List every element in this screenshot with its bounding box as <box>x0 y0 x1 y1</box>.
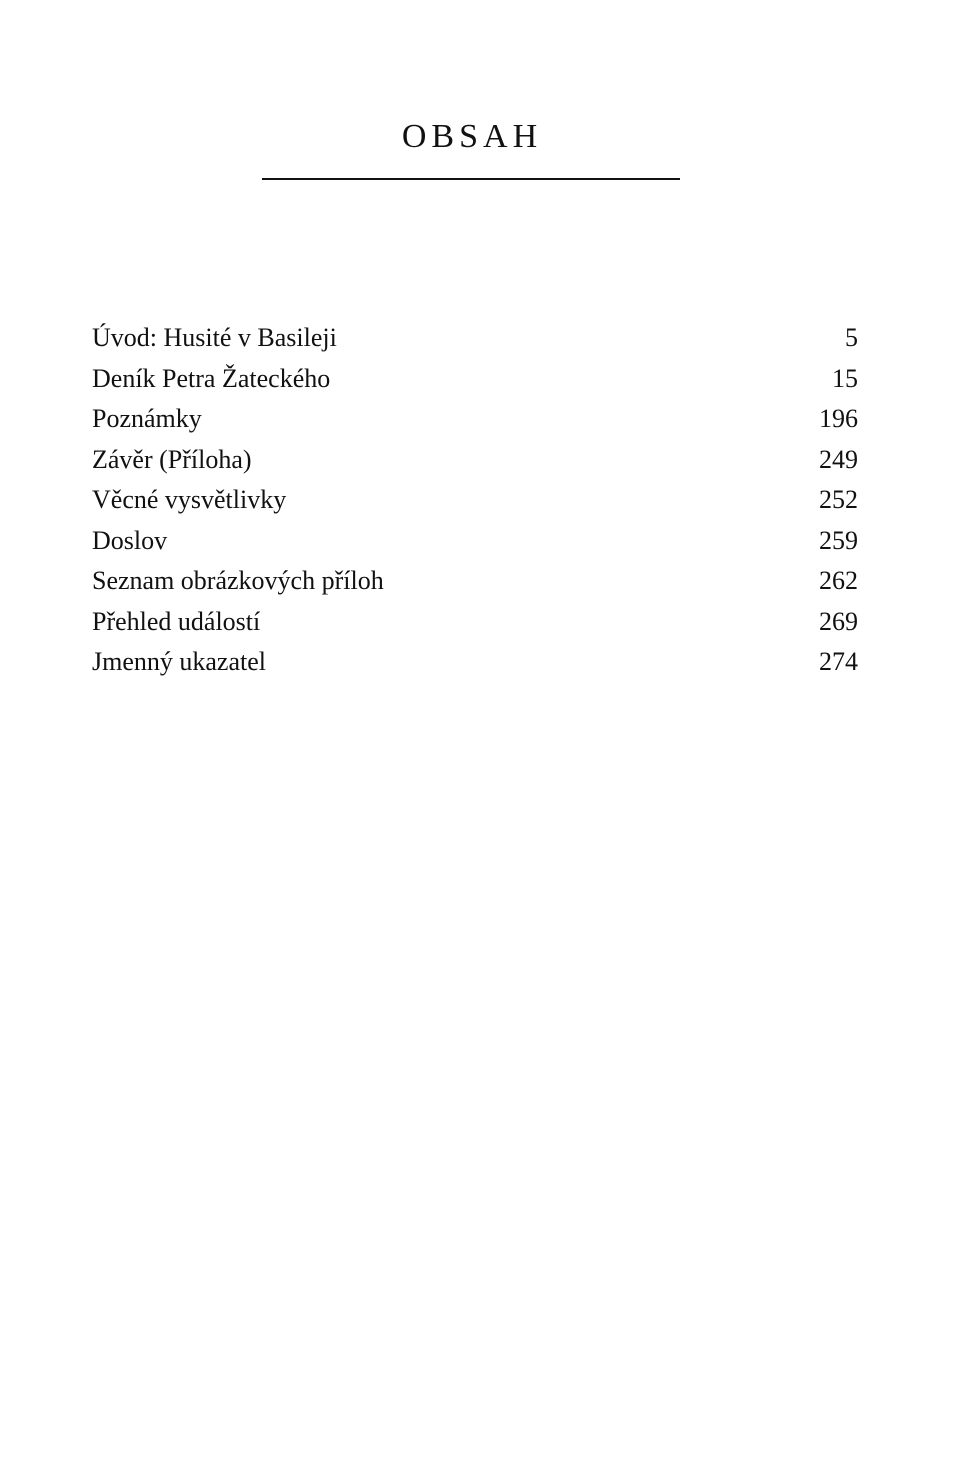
toc-entry-doslov[interactable] <box>92 521 858 562</box>
toc-entry-label: Jmenný ukazatel <box>92 647 266 676</box>
table-of-contents <box>92 318 858 683</box>
toc-entry-zaver[interactable] <box>92 440 858 481</box>
toc-entry-label: Závěr (Příloha) <box>92 444 252 474</box>
toc-entry-label: Věcné vysvětlivky <box>92 485 287 514</box>
toc-entry-page: 259 <box>819 525 858 555</box>
toc-entry-page: 196 <box>819 404 858 433</box>
toc-entry-page: 262 <box>819 566 858 595</box>
page-title: OBSAH <box>401 118 543 155</box>
toc-entry-jmenny-ukazatel[interactable] <box>92 642 858 683</box>
toc-entry-vecne-vysvetlivky[interactable] <box>92 480 858 521</box>
toc-entry-label: Poznámky <box>92 404 202 433</box>
toc-entry-uvod[interactable] <box>92 318 858 359</box>
toc-entry-label: Seznam obrázkových příloh <box>92 566 384 595</box>
title-rule <box>262 178 680 180</box>
toc-entry-page: 274 <box>819 647 858 676</box>
toc-entry-label: Úvod: Husité v Basileji <box>92 323 337 352</box>
toc-entry-poznamky[interactable] <box>92 399 858 440</box>
toc-entry-page: 5 <box>845 323 858 352</box>
toc-entry-page: 249 <box>819 444 858 474</box>
toc-entry-seznam-priloh[interactable] <box>92 561 858 602</box>
toc-entry-denik[interactable] <box>92 359 858 400</box>
toc-entry-label: Přehled událostí <box>92 606 261 636</box>
toc-entry-prehled-udalosti[interactable] <box>92 602 858 643</box>
toc-entry-page: 252 <box>819 485 858 514</box>
toc-entry-page: 15 <box>832 363 858 393</box>
toc-entry-label: Deník Petra Žateckého <box>92 363 331 393</box>
toc-entry-page: 269 <box>819 606 858 636</box>
toc-entry-label: Doslov <box>92 525 168 555</box>
